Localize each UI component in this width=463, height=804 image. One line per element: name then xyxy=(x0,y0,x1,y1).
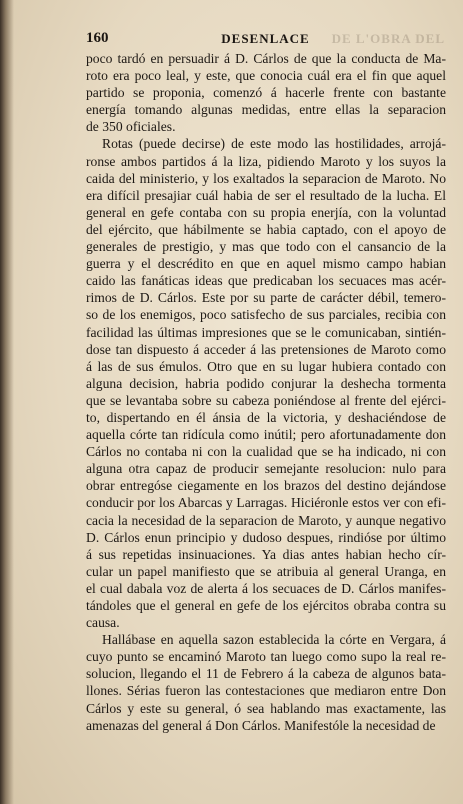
text-line: dose tan dispuesto á acceder á las pretensiones de Maroto como xyxy=(86,341,446,357)
text-line: aquella córte tan ridícula como inútil; pero afortunadamente don xyxy=(86,427,446,443)
text-line: Cárlos no contaba ni con la cualidad que se ha indicado, ni con xyxy=(86,444,446,460)
text-line: á sus repetidas insinuaciones. Ya dias antes habian hecho cír- xyxy=(86,546,446,562)
text-line: que se levantaba sobre su cabeza poniéndose al frente del ejérci- xyxy=(86,392,446,408)
text-line: á las de sus émulos. Otro que en su lugar hubiera contado con xyxy=(86,358,446,374)
text-line: energía tomando algunas medidas, entre ellas la separacion xyxy=(86,102,446,118)
text-line: de 350 oficiales. xyxy=(86,119,176,135)
text-line: obrar entregóse ciegamente en los brazos del destino dejándose xyxy=(86,478,446,494)
text-line: so de los enemigos, poco satisfecho de sus parciales, recibia con xyxy=(86,307,446,323)
text-line: general en gefe contaba con su propia enerjía, con la voluntad xyxy=(86,204,446,220)
text-line: era difícil presajiar cuál habia de ser el resultado de la lucha. El xyxy=(86,187,446,203)
text-line: solucion, llegando el 11 de Febrero á la cabeza de algunos bata- xyxy=(86,666,446,682)
text-line: caido las fanáticas ideas que predicaban los secuaces mas acér- xyxy=(86,273,446,289)
text-line: partido se proponia, comenzó á hacerle frente con bastante xyxy=(86,85,446,101)
text-line: roto era poco leal, y este, que conocia cuál era el fin que aquel xyxy=(86,68,446,84)
text-line: llones. Sérias fueron las contestaciones que mediaron entre Don xyxy=(86,683,446,699)
paragraph xyxy=(86,631,446,734)
text-line: cular un papel manifiesto que se atribuia al general Uranga, en xyxy=(86,563,446,579)
text-line: Rotas (puede decirse) de este modo las hostilidades, arrojá- xyxy=(102,136,446,152)
paragraph xyxy=(86,50,446,135)
running-title: DESENLACE xyxy=(221,31,310,46)
text-line: tándoles que el general en gefe de los ejércitos obraba contra su xyxy=(86,598,446,613)
page-number: 160 xyxy=(86,30,109,46)
text-line: rimos de D. Cárlos. Este por su parte de carácter débil, temero- xyxy=(86,290,446,306)
text-line: Hallábase en aquella sazon establecida la córte en Vergara, á xyxy=(102,632,446,648)
body-text xyxy=(86,50,446,734)
text-line: D. Cárlos enun principio y dudoso despues, rindióse por último xyxy=(86,529,446,545)
text-line: del ejército, que hábilmente se habia captado, con el apoyo de xyxy=(86,221,446,237)
text-line: caida del ministerio, y los exaltados la separacion de Maroto. No xyxy=(86,170,446,186)
text-line: amenazas del general á Don Cárlos. Manifestóle la necesidad de xyxy=(86,717,436,733)
paragraph xyxy=(86,135,446,631)
text-line: causa. xyxy=(86,615,120,631)
text-line: poco tardó en persuadir á D. Cárlos de que la conducta de Ma- xyxy=(86,51,446,66)
text-line: conducir por los Abarcas y Larragas. Hiciéronle estos ver con efi- xyxy=(86,495,446,511)
text-line: generales de prestigio, y mas que todo con el cansancio de la xyxy=(86,239,446,255)
text-line: ronse ambos partidos á la liza, pidiendo Maroto y los suyos la xyxy=(86,153,446,169)
text-line: el cual dabala voz de alerta á los secuaces de D. Cárlos manifes- xyxy=(86,580,446,596)
text-line: guerra y el descrédito en que en aquel mismo campo habian xyxy=(86,256,446,272)
text-line: alguna otra capaz de producir semejante resolucion: nulo para xyxy=(86,461,446,477)
text-line: cacia la necesidad de la separacion de Maroto, y aunque negativo xyxy=(86,512,446,528)
page-header xyxy=(86,30,445,48)
text-line: facilidad las últimas impresiones que se le comunicaban, sintién- xyxy=(86,324,446,340)
text-line: alguna decision, habria podido conjurar la deshecha tormenta xyxy=(86,375,446,391)
text-line: Cárlos y este su general, ó sea hablando mas exactamente, las xyxy=(86,700,446,716)
text-line: cuyo punto se encaminó Maroto tan luego como supo la real re- xyxy=(86,649,446,665)
bleed-through-text: DE L'OBRA DEL xyxy=(331,31,445,46)
text-line: to, dispertando en él ánsia de la victoria, y deshaciéndose de xyxy=(86,409,446,425)
